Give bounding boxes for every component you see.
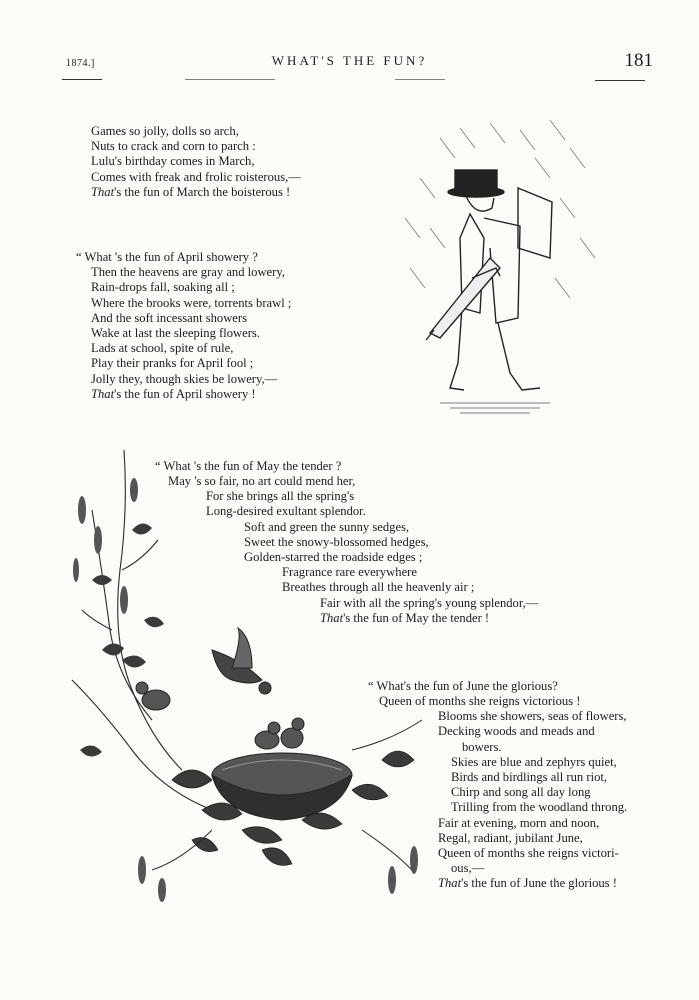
poem-line: Jolly they, though skies be lowery,— <box>91 371 278 386</box>
poem-line: ous,— <box>451 861 485 875</box>
closing-italic: That <box>438 876 462 890</box>
poem-line: Queen of months she reigns victori- <box>438 846 619 860</box>
poem-line: Regal, radiant, jubilant June, <box>438 831 583 845</box>
poem-line: Birds and birdlings all run riot, <box>451 770 608 784</box>
poem-line: “ What 's the fun of May the tender ? <box>155 459 342 473</box>
poem-line: “ What's the fun of June the glorious? <box>368 679 558 693</box>
catkins <box>73 478 418 902</box>
poem-line: Play their pranks for April fool ; <box>91 356 254 371</box>
poem-closing-line <box>91 185 301 200</box>
stanza-march <box>91 124 301 200</box>
page-number: 181 <box>624 50 653 71</box>
year-label: 1874.] <box>66 58 95 69</box>
poem-line: Long-desired exultant splendor. <box>206 504 366 518</box>
poem-line: Wake at last the sleeping flowers. <box>91 325 260 340</box>
poem-line: Then the heavens are gray and lowery, <box>91 265 285 280</box>
poem-line: Fair with all the spring's young splendor,— <box>320 596 539 610</box>
poem-line: Comes with freak and frolic roisterous,— <box>91 169 301 184</box>
rain-streaks <box>405 120 595 298</box>
poem-closing-line <box>438 876 617 891</box>
header-rule-middle <box>185 79 275 80</box>
closing-rest: 's the fun of May the tender ! <box>343 611 490 625</box>
birds-nest-illustration <box>62 450 442 910</box>
closing-italic: That <box>91 184 115 199</box>
header-rule-left <box>62 79 102 80</box>
poem-line: Lulu's birthday comes in March, <box>91 154 255 169</box>
closing-rest: 's the fun of June the glorious ! <box>461 876 617 890</box>
poem-line: Where the brooks were, torrents brawl ; <box>91 295 292 310</box>
poem-line: Chirp and song all day long <box>451 785 591 799</box>
closing-rest: 's the fun of April showery ! <box>114 386 256 401</box>
poem-line: Soft and green the sunny sedges, <box>244 520 410 534</box>
flying-bird <box>212 628 271 694</box>
poem-line: And the soft incessant showers <box>91 310 247 325</box>
leaves <box>80 523 164 756</box>
poem-line: Queen of months she reigns victorious ! <box>379 694 581 708</box>
closing-rest: 's the fun of March the boisterous ! <box>114 184 291 199</box>
poem-line: Nuts to crack and corn to parch : <box>91 139 256 154</box>
closing-italic: That <box>320 611 344 625</box>
perched-birds <box>136 682 304 749</box>
poem-line: Decking woods and meads and <box>438 724 595 738</box>
header-rule-right <box>395 79 445 80</box>
poem-line: Lads at school, spite of rule, <box>91 341 234 356</box>
poem-line: Blooms she showers, seas of flowers, <box>438 709 627 723</box>
poem-line: Skies are blue and zephyrs quiet, <box>451 755 617 769</box>
closing-italic: That <box>91 386 115 401</box>
poem-line: “ What 's the fun of April showery ? <box>76 250 258 264</box>
poem-line: Games so jolly, dolls so arch, <box>91 124 239 138</box>
poem-line: For she brings all the spring's <box>206 489 355 503</box>
running-title: WHAT'S THE FUN? <box>271 53 428 68</box>
running-header <box>0 44 699 84</box>
poem-line: Breathes through all the heavenly air ; <box>282 580 475 594</box>
poem-line: May 's so fair, no art could mend her, <box>168 474 356 488</box>
poem-line: Trilling from the woodland throng. <box>451 800 628 814</box>
poem-closing-line <box>76 387 291 402</box>
stanza-april <box>76 250 291 402</box>
poem-line: bowers. <box>462 740 502 754</box>
header-rule-far-right <box>595 80 645 81</box>
man-with-umbrella-illustration <box>400 118 600 418</box>
poem-line: Golden-starred the roadside edges ; <box>244 550 423 564</box>
poem-line: Fair at evening, morn and noon, <box>438 816 600 830</box>
poem-line: Fragrance rare everywhere <box>282 565 417 579</box>
poem-line: Sweet the snowy-blossomed hedges, <box>244 535 429 549</box>
ground-shading <box>440 403 550 413</box>
poem-line: Rain-drops fall, soaking all ; <box>91 280 235 295</box>
